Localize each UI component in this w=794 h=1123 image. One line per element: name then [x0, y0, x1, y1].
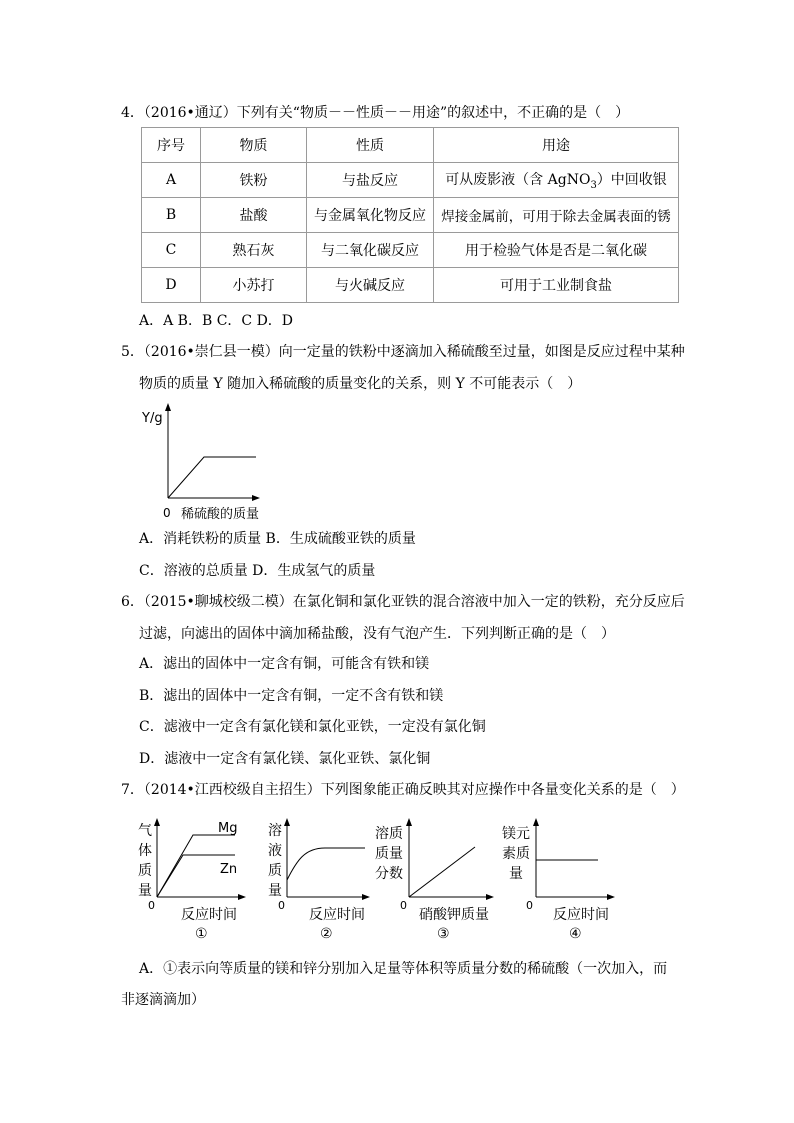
zn-label: Zn [220, 862, 238, 877]
q6-option-c: C．滤液中一定含有氯化镁和氯化亚铁，一定没有氯化铜 [139, 719, 486, 735]
x-axis-arrow [238, 894, 246, 900]
y-axis-arrow [406, 818, 412, 826]
q6-option-d: D．滤液中一定含有氯化镁、氯化亚铁、氯化铜 [139, 751, 431, 767]
q7-option-a-line2: 非逐滴滴加） [121, 992, 205, 1008]
curve [287, 848, 365, 880]
x-axis-arrow [486, 894, 494, 900]
q7-graph-1 [135, 815, 253, 945]
q7-graph-2 [265, 815, 377, 945]
q6-option-a: A．滤出的固体中一定含有铜，可能含有铁和镁 [139, 656, 430, 672]
table-cell: B [142, 198, 201, 233]
table-cell: 焊接金属前，可用于除去金属表面的锈 [434, 198, 679, 233]
table-cell: 用于检验气体是否是二氧化碳 [434, 233, 679, 268]
table-row [142, 163, 679, 198]
x-label: 反应时间 [553, 907, 609, 923]
y-axis-arrow [533, 818, 539, 826]
table-cell: A [142, 163, 201, 198]
table-cell: 盐酸 [201, 198, 307, 233]
y-label-char: 液 [268, 843, 282, 859]
x-axis-arrow [362, 894, 370, 900]
graph-number: ③ [437, 926, 450, 942]
y-label-char: 质 [268, 863, 282, 879]
x-label: 稀硫酸的质量 [181, 507, 260, 522]
curve [168, 457, 256, 498]
y-label-char: 气 [138, 823, 152, 839]
table-cell: 与金属氧化物反应 [307, 198, 434, 233]
table-cell: 与火碱反应 [307, 268, 434, 303]
table-cell: 可用于工业制食盐 [434, 268, 679, 303]
y-axis-arrow [154, 818, 160, 826]
q6-option-b: B．滤出的固体中一定含有铜，一定不含有铁和镁 [139, 688, 444, 704]
y-label-char: 量 [268, 883, 282, 899]
curve [409, 847, 475, 897]
table-cell: 铁粉 [201, 163, 307, 198]
origin-label: 0 [278, 899, 285, 912]
y-axis-arrow [165, 403, 171, 411]
mg-label: Mg [218, 821, 238, 836]
x-axis-arrow [607, 894, 615, 900]
q6-stem-line2: 过滤，向滤出的固体中滴加稀盐酸，没有气泡产生．下列判断正确的是（ ） [139, 626, 615, 642]
table-cell-formula: 可从废影液（含 AgNO$_3$）中回收银 [434, 163, 679, 198]
q5-option-line1: A．消耗铁粉的质量 B．生成硫酸亚铁的质量 [139, 531, 416, 547]
table-header: 物质 [201, 128, 307, 163]
table-cell: 熟石灰 [201, 233, 307, 268]
q7-graph-3 [373, 815, 503, 945]
q4-table [141, 127, 679, 303]
q4-options: A．A B．B C．C D．D [139, 313, 294, 329]
y-label-line: 分数 [375, 866, 403, 882]
q5-stem-line1: 5．（2016•崇仁县一模）向一定量的铁粉中逐滴加入稀硫酸至过量，如图是反应过程中某种 [121, 344, 685, 360]
q7-option-a-line1: A．①表示向等质量的镁和锌分别加入足量等体积等质量分数的稀硫酸（一次加入，而 [139, 961, 668, 977]
origin-label: 0 [526, 899, 533, 912]
q6-stem-line1: 6．（2015•聊城校级二模）在氯化铜和氯化亚铁的混合溶液中加入一定的铁粉，充分反应后 [121, 594, 685, 610]
y-label-char: 溶 [268, 823, 282, 839]
q5-graph [140, 400, 290, 525]
q5-option-line2: C．溶液的总质量 D．生成氢气的质量 [139, 563, 376, 579]
graph-number: ④ [569, 926, 582, 942]
y-label-char: 体 [138, 843, 152, 859]
y-label-char: 质 [138, 863, 152, 879]
table-cell: 与二氧化碳反应 [307, 233, 434, 268]
x-label: 反应时间 [309, 907, 365, 923]
x-label: 硝酸钾质量 [419, 907, 489, 923]
table-cell: C [142, 233, 201, 268]
y-label-char: 量 [138, 883, 152, 899]
table-header-row [142, 128, 679, 163]
q5-stem-line2: 物质的质量 Y 随加入稀硫酸的质量变化的关系，则 Y 不可能表示（ ） [139, 376, 582, 392]
table-cell: 与盐反应 [307, 163, 434, 198]
x-axis-arrow [252, 495, 260, 501]
y-axis-arrow [284, 818, 290, 826]
graph-number: ② [320, 926, 333, 942]
y-label-line: 镁元 [502, 826, 530, 842]
q7-stem: 7．（2014•江西校级自主招生）下列图象能正确反映其对应操作中各量变化关系的是（ ） [121, 782, 685, 798]
table-header: 性质 [307, 128, 434, 163]
y-label-line: 质量 [375, 846, 403, 862]
origin-label: 0 [400, 899, 407, 912]
table-row [142, 198, 679, 233]
table-row [142, 233, 679, 268]
x-label: 反应时间 [181, 907, 237, 923]
y-label: Y/g [142, 411, 163, 426]
y-label-line: 量 [509, 866, 523, 882]
origin-label: 0 [148, 899, 155, 912]
y-label-line: 溶质 [375, 826, 403, 842]
q4-stem: 4．（2016•通辽）下列有关“物质－－性质－－用途”的叙述中，不正确的是（ ） [121, 105, 630, 121]
y-label-line: 素质 [502, 846, 530, 862]
table-row [142, 268, 679, 303]
origin-label: 0 [163, 506, 171, 520]
table-cell: D [142, 268, 201, 303]
graph-number: ① [195, 926, 208, 942]
table-cell: 小苏打 [201, 268, 307, 303]
table-header: 用途 [434, 128, 679, 163]
table-header: 序号 [142, 128, 201, 163]
q7-graph-4 [500, 815, 625, 945]
